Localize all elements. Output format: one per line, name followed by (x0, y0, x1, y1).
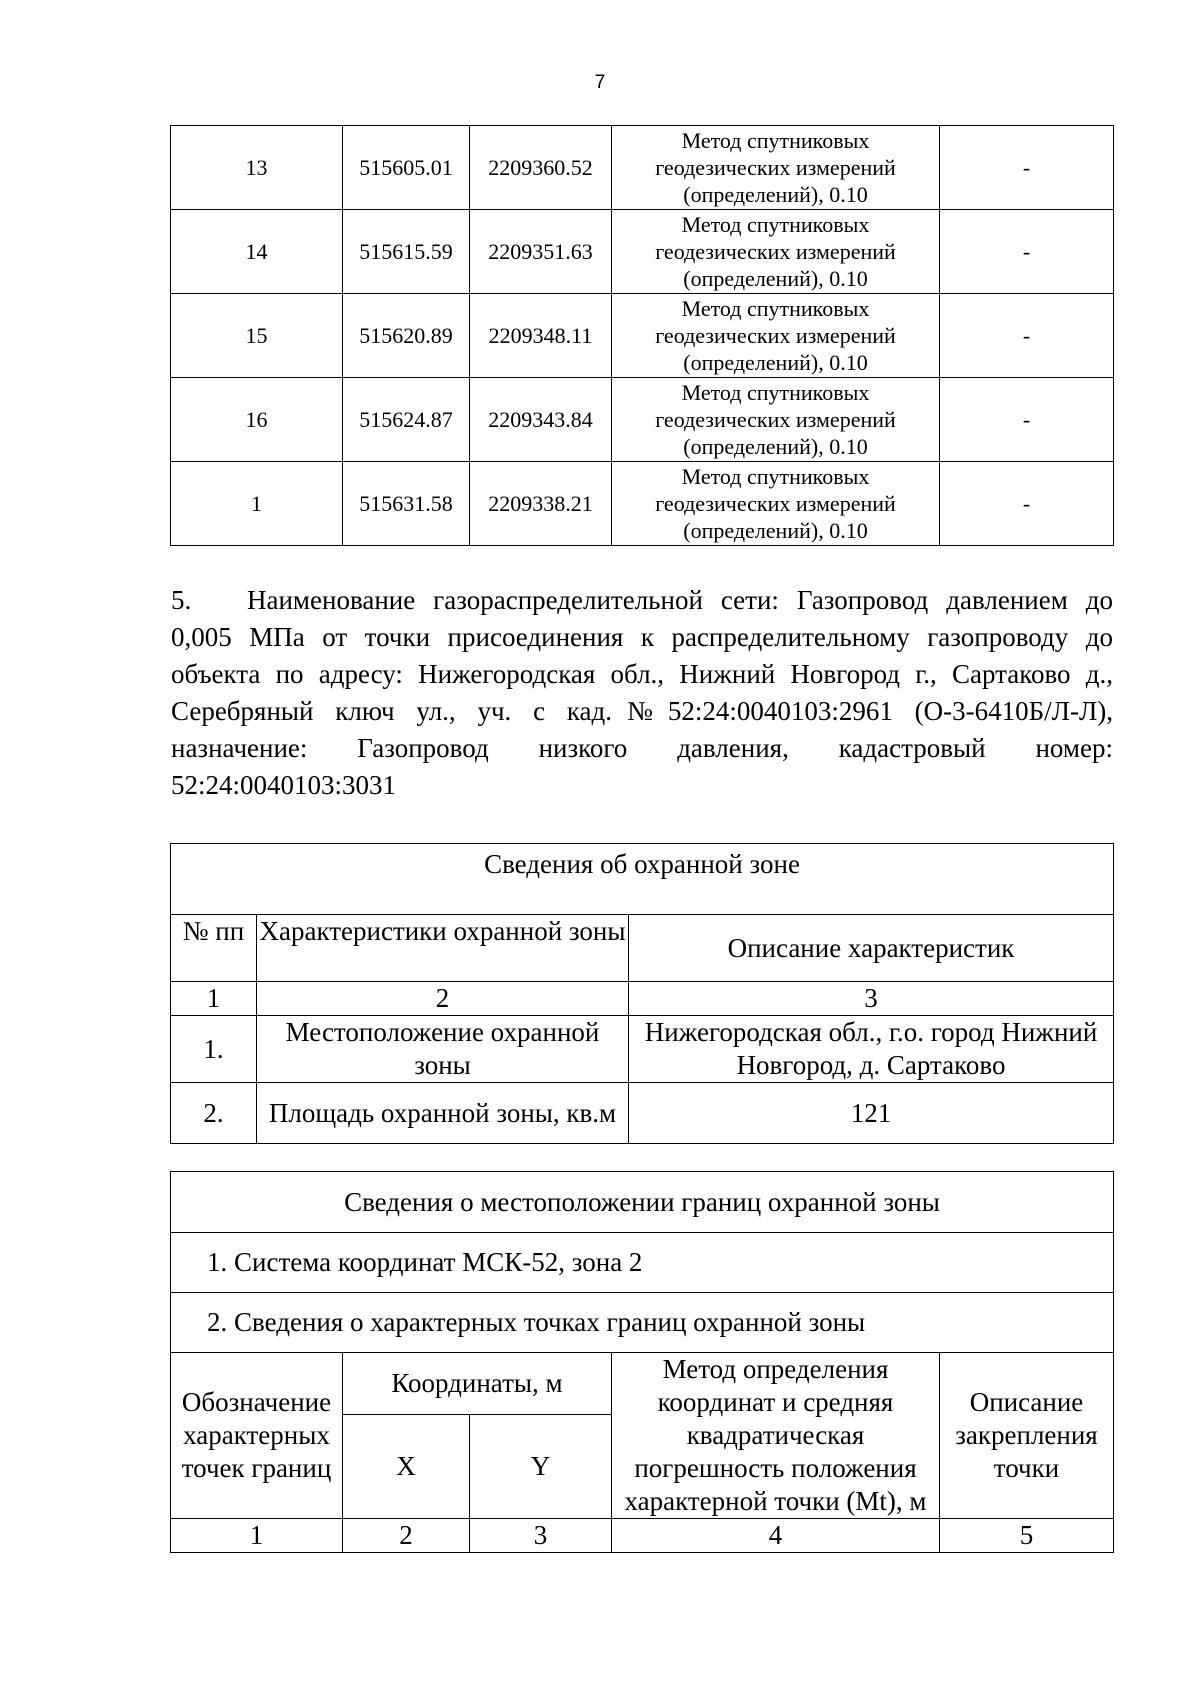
coord-y: 2209338.21 (470, 462, 612, 546)
section-number: 5. (171, 585, 192, 615)
characteristic-name: Местоположение охранной зоны (257, 1016, 629, 1083)
fixing-description: - (940, 378, 1114, 462)
method-line: (определений), 0.10 (683, 434, 868, 459)
method-cell (612, 210, 940, 294)
method-line: геодезических измерений (655, 239, 896, 264)
method-cell (612, 294, 940, 378)
table-info-row (171, 1293, 1114, 1353)
table-info-row (171, 1233, 1114, 1293)
column-number: 5 (940, 1519, 1114, 1553)
point-number: 14 (171, 210, 343, 294)
column-number: 2 (343, 1519, 470, 1553)
column-number: 2 (257, 982, 629, 1016)
row-number: 1. (171, 1016, 257, 1083)
column-number: 4 (612, 1519, 940, 1553)
fixing-description: - (940, 462, 1114, 546)
coord-y: 2209343.84 (470, 378, 612, 462)
table-row (171, 462, 1114, 546)
header-number: № пп (171, 915, 257, 982)
method-line: Метод спутниковых (681, 380, 870, 405)
method-line: геодезических измерений (655, 323, 896, 348)
method-line: Метод спутниковых (681, 212, 870, 237)
table-row (171, 294, 1114, 378)
table-header-row (171, 915, 1114, 982)
method-line: Метод спутниковых (681, 296, 870, 321)
coord-x: 515605.01 (343, 126, 470, 210)
zone-table-title: Сведения об охранной зоне (171, 844, 1114, 915)
page-number: 7 (594, 72, 606, 93)
table-row (171, 210, 1114, 294)
method-cell (612, 378, 940, 462)
point-number: 1 (171, 462, 343, 546)
row-number: 2. (171, 1083, 257, 1144)
header-y: Y (470, 1414, 612, 1518)
method-cell (612, 126, 940, 210)
coordinates-table-continued (170, 125, 1114, 546)
method-line: (определений), 0.10 (683, 518, 868, 543)
method-line: геодезических измерений (655, 155, 896, 180)
method-line: Метод спутниковых (681, 128, 870, 153)
coordinate-system: 1. Система координат МСК-52, зона 2 (171, 1233, 1114, 1293)
header-designation: Обозначение характерных точек границ (171, 1353, 343, 1519)
column-number: 1 (171, 1519, 343, 1553)
method-cell (612, 462, 940, 546)
point-number: 13 (171, 126, 343, 210)
table-header-row (171, 1353, 1114, 1415)
method-line: геодезических измерений (655, 407, 896, 432)
table-row (171, 1083, 1114, 1144)
header-characteristics: Характеристики охранной зоны (257, 915, 629, 982)
column-number: 1 (171, 982, 257, 1016)
section-paragraph (171, 582, 1113, 804)
method-line: (определений), 0.10 (683, 182, 868, 207)
fixing-description: - (940, 294, 1114, 378)
coord-x: 515620.89 (343, 294, 470, 378)
characteristic-name: Площадь охранной зоны, кв.м (257, 1083, 629, 1144)
column-number-row (171, 1519, 1114, 1553)
coord-y: 2209351.63 (470, 210, 612, 294)
table-row (171, 378, 1114, 462)
characteristic-points-info: 2. Сведения о характерных точках границ охранной зоны (171, 1293, 1114, 1353)
method-line: (определений), 0.10 (683, 266, 868, 291)
point-number: 15 (171, 294, 343, 378)
bounds-table-title: Сведения о местоположении границ охранной зоны (171, 1172, 1114, 1233)
fixing-description: - (940, 210, 1114, 294)
characteristic-value: 121 (629, 1083, 1114, 1144)
column-number: 3 (629, 982, 1114, 1016)
header-x: X (343, 1414, 470, 1518)
coord-x: 515631.58 (343, 462, 470, 546)
column-number-row (171, 982, 1114, 1016)
method-line: (определений), 0.10 (683, 350, 868, 375)
characteristic-value: Нижегородская обл., г.о. город Нижний Новгород, д. Сартаково (629, 1016, 1114, 1083)
coord-x: 515615.59 (343, 210, 470, 294)
point-number: 16 (171, 378, 343, 462)
header-method: Метод определения координат и средняя квадратическая погрешность положения характерной точки (Mt), м (612, 1353, 940, 1519)
section-text: Наименование газораспределительной сети: Газопровод давлением до 0,005 МПа от точки присоединения к распределительному газопроводу до объекта по адресу: Нижегородская обл., Нижний Новгород г., Сартаково д., Серебряный ключ ул., уч. с кад.№52:24:0040103:2961 (О-3-6410Б/Л-Л), назначение: Газопровод низкого давления, кадастровый номер: 52:24:0040103:3031 (171, 585, 1113, 800)
coord-y: 2209348.11 (470, 294, 612, 378)
table-title-row (171, 844, 1114, 915)
table-row (171, 1016, 1114, 1083)
coord-y: 2209360.52 (470, 126, 612, 210)
protection-zone-table (170, 843, 1114, 1144)
fixing-description: - (940, 126, 1114, 210)
method-line: геодезических измерений (655, 491, 896, 516)
table-row (171, 126, 1114, 210)
column-number: 3 (470, 1519, 612, 1553)
table-title-row (171, 1172, 1114, 1233)
zone-boundaries-table (170, 1171, 1114, 1553)
method-line: Метод спутниковых (681, 464, 870, 489)
header-description: Описание характеристик (629, 915, 1114, 982)
header-coordinates: Координаты, м (343, 1353, 612, 1415)
header-fixing: Описание закрепления точки (940, 1353, 1114, 1519)
coord-x: 515624.87 (343, 378, 470, 462)
